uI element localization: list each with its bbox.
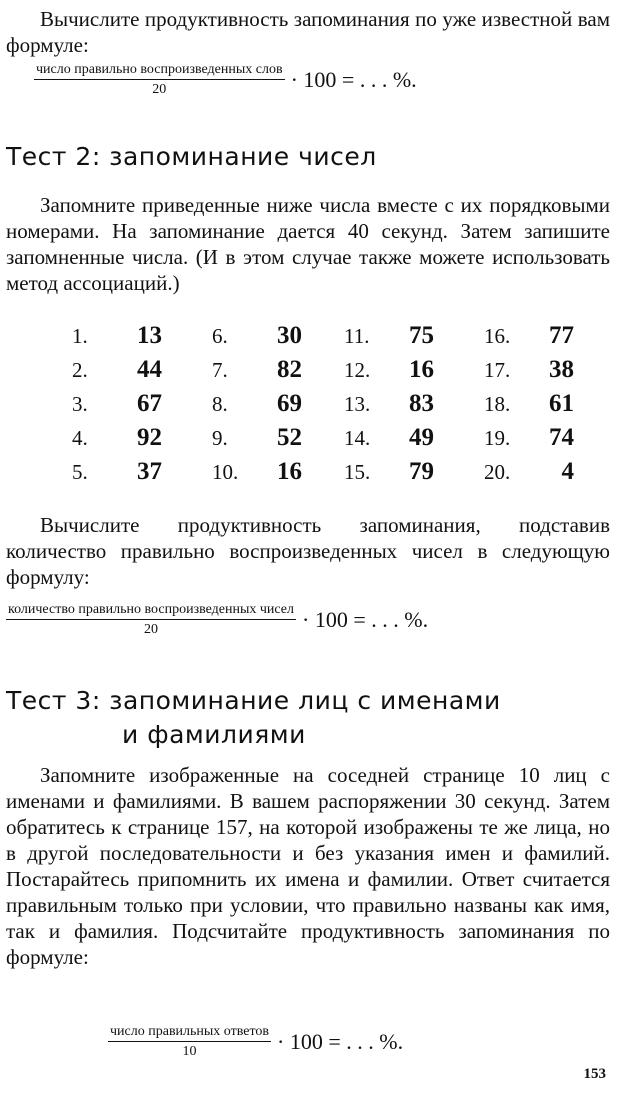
number-value: 74: [549, 424, 574, 451]
number-value: 38: [549, 356, 574, 383]
formula-2-fraction: [6, 602, 296, 638]
number-item: [72, 390, 162, 424]
number-index: 14.: [344, 426, 371, 450]
formula-1: [34, 62, 417, 98]
formula-1-denominator: 20: [152, 82, 167, 97]
formula-3-denominator: 10: [182, 1044, 197, 1059]
formula-3-numerator: число правильных ответов: [108, 1024, 271, 1042]
number-item: [344, 356, 434, 390]
test2-calc-text: Вычислите продуктивность запоминания, подставив количество правильно воспроизведенных чисел в следующую формулу:: [6, 513, 610, 589]
formula-3-tail: · 100 = . . . %.: [277, 1029, 404, 1054]
number-value: 82: [277, 356, 302, 383]
formula-1-numerator: число правильно воспроизведенных слов: [34, 62, 285, 80]
number-index: 6.: [212, 324, 228, 348]
test2-paragraph-text: Запомните приведенные ниже числа вместе с их порядковыми номерами. На запоминание дается 40 секунд. Затем запишите запомненные числа. (И в этом случае также можете использовать метод ассоциаций.): [6, 193, 610, 295]
number-index: 7.: [212, 358, 228, 382]
test3-paragraph-text: Запомните изображенные на соседней странице 10 лиц с именами и фамилиями. В вашем распоряжении 30 секунд. Затем обратитесь к странице 157, на которой изображены те же лица, но в другой последовательности и без указания имен и фамилий. Постарайтесь припомнить их имена и фамилии. Ответ считается правильным только при условии, что правильно названы как имя, так и фамилия. Подсчитайте продуктивность запоминания по формуле:: [6, 763, 610, 969]
numbers-grid: [72, 322, 592, 494]
number-item: [72, 458, 162, 492]
number-item: [212, 424, 302, 458]
number-value: 75: [409, 322, 434, 349]
number-index: 12.: [344, 358, 371, 382]
number-item: [72, 322, 162, 356]
number-item: [212, 390, 302, 424]
number-item: [484, 458, 574, 492]
number-value: 77: [549, 322, 574, 349]
number-item: [72, 356, 162, 390]
number-index: 9.: [212, 426, 228, 450]
number-index: 18.: [484, 392, 511, 416]
number-value: 4: [561, 458, 574, 485]
test2-calc-paragraph: [6, 512, 610, 590]
number-item: [344, 458, 434, 492]
number-value: 83: [409, 390, 434, 417]
number-index: 8.: [212, 392, 228, 416]
page-number: 153: [583, 1066, 606, 1082]
number-value: 30: [277, 322, 302, 349]
number-value: 61: [549, 390, 574, 417]
formula-2-denominator: 20: [144, 622, 158, 637]
formula-3-fraction: [108, 1024, 271, 1060]
number-item: [484, 322, 574, 356]
number-value: 44: [137, 356, 162, 383]
number-index: 17.: [484, 358, 511, 382]
formula-1-fraction: [34, 62, 285, 98]
intro-text: Вычислите продуктивность запоминания по уже известной вам формуле:: [6, 7, 610, 57]
number-item: [212, 322, 302, 356]
number-item: [484, 424, 574, 458]
number-value: 16: [409, 356, 434, 383]
number-item: [484, 356, 574, 390]
number-index: 5.: [72, 460, 88, 484]
number-index: 15.: [344, 460, 371, 484]
number-item: [344, 322, 434, 356]
number-item: [344, 390, 434, 424]
number-index: 16.: [484, 324, 511, 348]
number-index: 11.: [344, 324, 370, 348]
number-item: [212, 458, 302, 492]
number-item: [484, 390, 574, 424]
number-value: 16: [277, 458, 302, 485]
test3-heading-line2: и фамилиями: [122, 720, 306, 749]
number-index: 10.: [212, 460, 239, 484]
number-index: 1.: [72, 324, 88, 348]
number-index: 2.: [72, 358, 88, 382]
number-index: 20.: [484, 460, 511, 484]
formula-3: [108, 1024, 403, 1060]
formula-1-tail: · 100 = . . . %.: [290, 67, 417, 92]
number-value: 13: [137, 322, 162, 349]
test2-heading: Тест 2: запоминание чисел: [6, 142, 377, 171]
test3-paragraph: [6, 762, 610, 970]
number-value: 67: [137, 390, 162, 417]
formula-2-tail: · 100 = . . . %.: [302, 607, 429, 632]
number-index: 3.: [72, 392, 88, 416]
number-value: 69: [277, 390, 302, 417]
number-value: 37: [137, 458, 162, 485]
test3-heading-line1: Тест 3: запоминание лиц с именами: [6, 686, 501, 715]
test2-paragraph: [6, 192, 610, 296]
number-value: 79: [409, 458, 434, 485]
number-index: 4.: [72, 426, 88, 450]
formula-2-numerator: количество правильно воспроизведенных чисел: [6, 602, 296, 620]
number-value: 49: [409, 424, 434, 451]
number-item: [72, 424, 162, 458]
number-item: [212, 356, 302, 390]
intro-paragraph: [6, 6, 610, 58]
number-index: 13.: [344, 392, 371, 416]
number-value: 52: [277, 424, 302, 451]
number-value: 92: [137, 424, 162, 451]
number-index: 19.: [484, 426, 511, 450]
number-item: [344, 424, 434, 458]
formula-2: [6, 602, 428, 638]
